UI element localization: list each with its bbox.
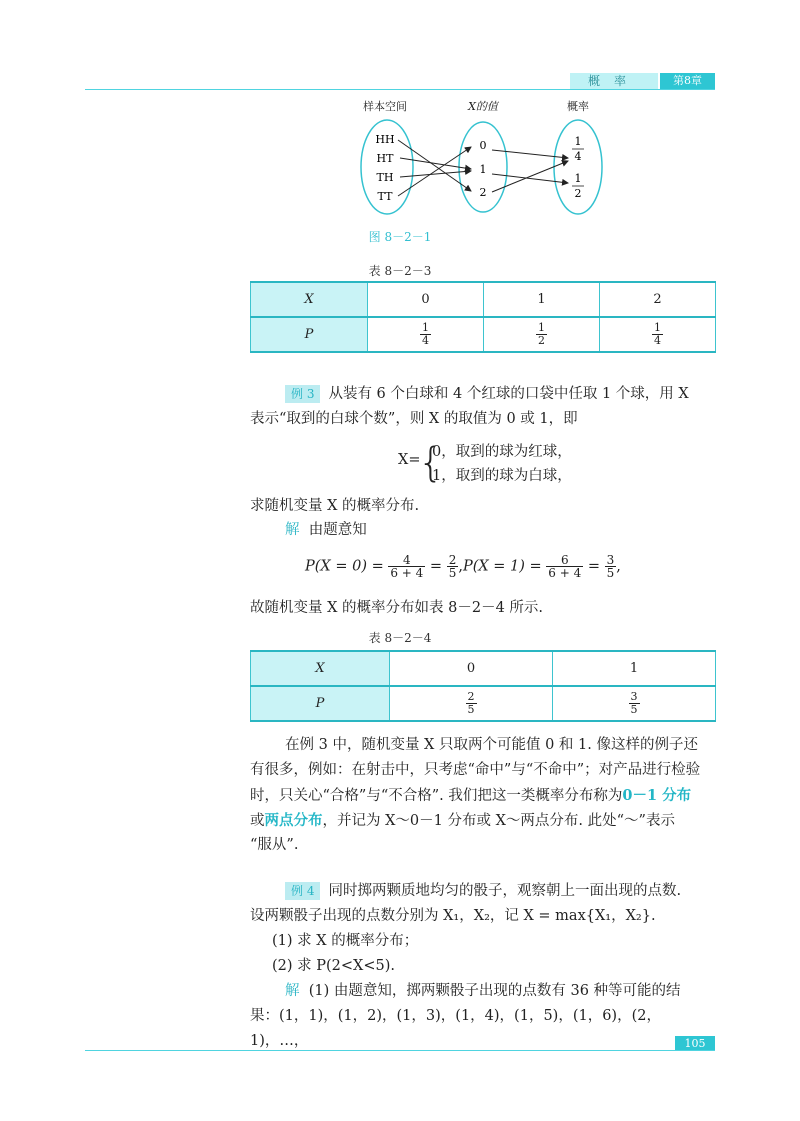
footer-rule xyxy=(85,1050,715,1051)
arrow-th-1 xyxy=(400,171,471,177)
header-rule xyxy=(85,89,715,90)
table2-x-1: 1 xyxy=(553,651,716,686)
example3-line3: 求随机变量 X 的概率分布. xyxy=(250,498,420,514)
prob-arrows xyxy=(480,130,580,210)
x-val-1: 1 xyxy=(479,163,487,176)
figure-caption: 图 8－2－1 xyxy=(368,230,432,244)
example4-sol-line2: 果：(1，1)，(1，2)，(1，3)，(1，4)，(1，5)，(1，6)，(2，1)，…， xyxy=(250,1008,661,1049)
table1-p-2: $\frac{1}{4}$ xyxy=(600,317,716,352)
example4-line1: 例 4 同时掷两颗质地均匀的骰子，观察朝上一面出现的点数. xyxy=(285,879,716,904)
col-label-prob: 概率 xyxy=(567,100,589,113)
prob-1-den: 4 xyxy=(574,150,582,163)
table2-p-header: P xyxy=(251,686,390,721)
arrow-ht-1 xyxy=(400,158,471,169)
col-label-x: X的值 xyxy=(468,100,498,113)
example3-formula: P(X = 0) = $\frac{4}{6 + 4}$ = $\frac{2}{5}$ ,P(X = 1) = $\frac{6}{6 + 4}$ = $\frac{3}{5}$ , xyxy=(305,553,621,580)
table1-p-0: $\frac{1}{4}$ xyxy=(368,317,484,352)
term-01-distribution: 0－1 分布 xyxy=(622,787,692,804)
x-val-0: 0 xyxy=(479,139,487,152)
table1-x-header: X xyxy=(251,282,368,317)
example3-line4: 故随机变量 X 的概率分布如表 8－2－4 所示. xyxy=(250,600,544,616)
example4-label: 例 4 xyxy=(285,882,320,900)
table1-x-2: 2 xyxy=(600,282,716,317)
header-section: 概率 xyxy=(570,73,658,89)
prob-1-num: 1 xyxy=(574,135,582,148)
sample-ht: HT xyxy=(376,152,394,165)
para-line3: 时，只关心“合格”与“不合格”. 我们把这一类概率分布称为0－1 分布 xyxy=(250,787,692,804)
example3-sol-label: 解 xyxy=(285,522,300,538)
para-line1: 在例 3 中，随机变量 X 只取两个可能值 0 和 1. 像这样的例子还 xyxy=(285,737,698,753)
example3-line2: 表示“取到的白球个数”，则 X 的取值为 0 或 1，即 xyxy=(250,411,578,427)
example4-q2: (2) 求 P(2<X<5). xyxy=(272,958,396,974)
example3-solution: 解 由题意知 xyxy=(285,522,367,538)
table1-p-header: P xyxy=(251,317,368,352)
prob-2-num: 1 xyxy=(574,172,582,185)
sample-hh: HH xyxy=(375,133,395,146)
example4-solution: 解 (1) 由题意知，掷两颗骰子出现的点数有 36 种等可能的结 xyxy=(285,983,681,999)
example3-label: 例 3 xyxy=(285,385,320,403)
table1-x-0: 0 xyxy=(368,282,484,317)
table2-caption: 表 8－2－4 xyxy=(368,631,432,645)
term-two-point-distribution: 两点分布 xyxy=(264,812,323,829)
table1-x-1: 1 xyxy=(484,282,600,317)
sample-th: TH xyxy=(376,171,394,184)
para-line4: 或两点分布，并记为 X～0－1 分布或 X～两点分布. 此处“～”表示 xyxy=(250,812,675,829)
table2-p-1: $\frac{3}{5}$ xyxy=(553,686,716,721)
arrow-hh-2 xyxy=(398,140,471,191)
table1-caption: 表 8－2－3 xyxy=(368,264,432,278)
arrow-0-quarter xyxy=(492,150,568,158)
table2-x-0: 0 xyxy=(390,651,553,686)
page-number: 105 xyxy=(675,1036,715,1051)
header-chapter: 第8章 xyxy=(660,73,715,89)
table1-p-1: $\frac{1}{2}$ xyxy=(484,317,600,352)
x-val-2: 2 xyxy=(479,186,487,199)
example4-q1: (1) 求 X 的概率分布； xyxy=(272,933,419,949)
table2-p-0: $\frac{2}{5}$ xyxy=(390,686,553,721)
table1 xyxy=(250,281,716,353)
example4-sol-label: 解 xyxy=(285,983,300,999)
example3-line1: 例 3 从装有 6 个白球和 4 个红球的口袋中任取 1 个球，用 X xyxy=(285,382,716,407)
arrow-2-quarter xyxy=(492,161,568,192)
prob-2-den: 2 xyxy=(574,187,582,200)
table2 xyxy=(250,650,716,722)
arrow-1-half xyxy=(492,174,568,183)
para-line2: 有很多，例如：在射击中，只考虑“命中”与“不命中”；对产品进行检验 xyxy=(250,762,701,778)
col-label-sample: 样本空间 xyxy=(363,100,407,113)
para-line5: “服从”. xyxy=(250,837,299,853)
table2-x-header: X xyxy=(251,651,390,686)
example4-line2: 设两颗骰子出现的点数分别为 X₁，X₂，记 X = max{X₁，X₂}. xyxy=(250,908,656,924)
sample-tt: TT xyxy=(377,190,393,203)
